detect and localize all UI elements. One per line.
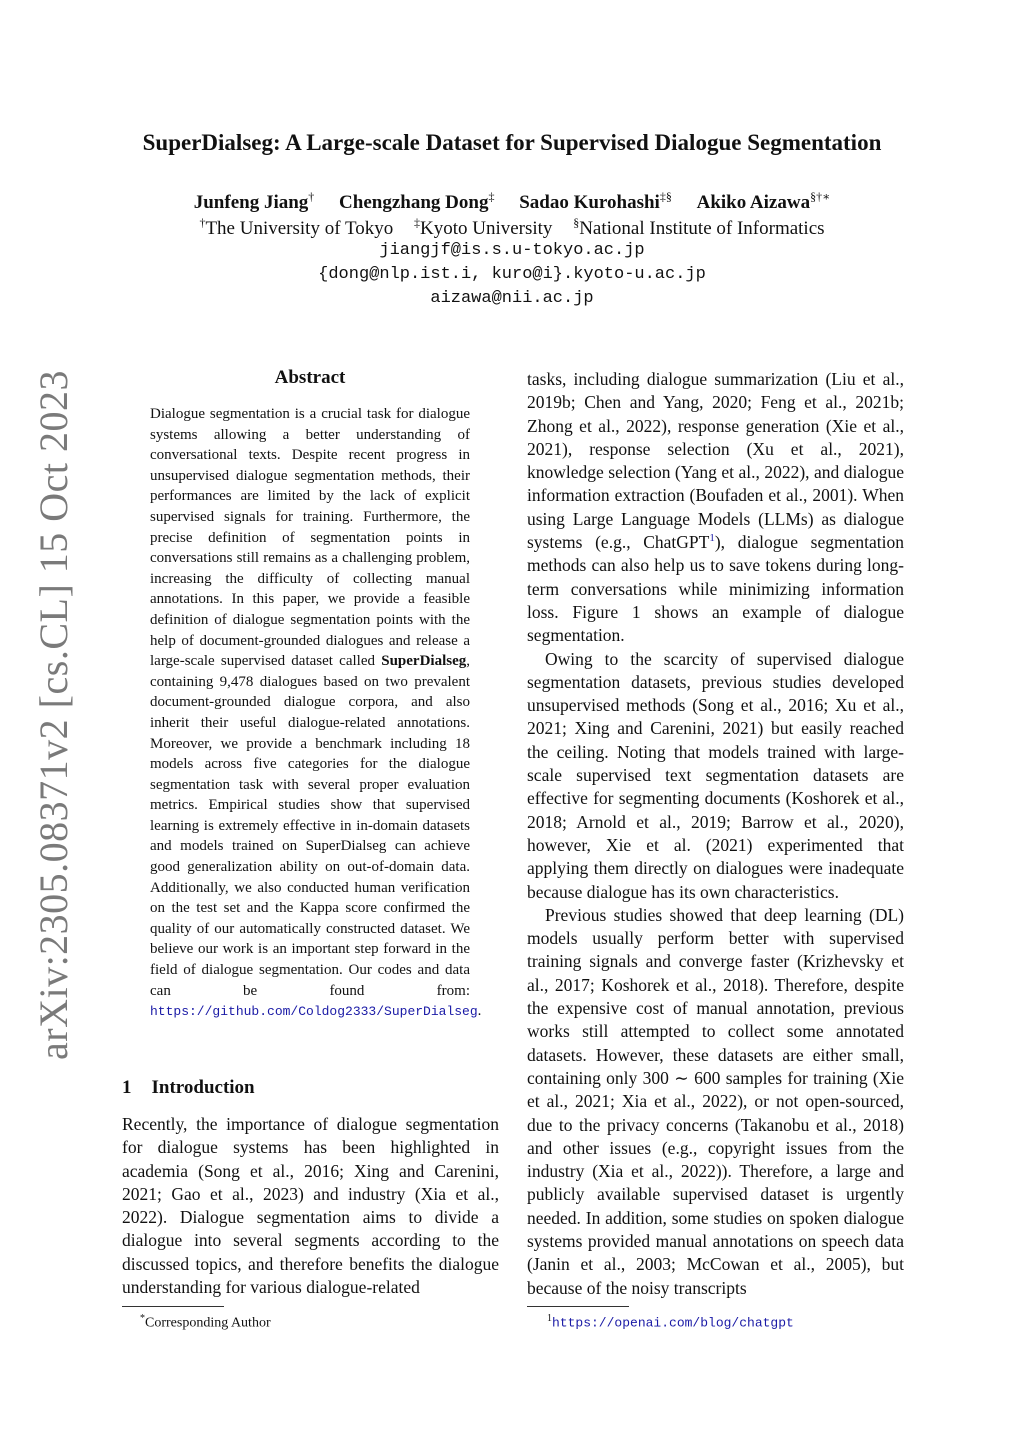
intro-paragraph-1-continued: [527, 368, 904, 648]
footnote-rule: [527, 1306, 629, 1307]
affiliation-name: National Institute of Informatics: [579, 218, 825, 240]
affiliation-name: Kyoto University: [419, 218, 553, 240]
author-name: Sadao Kurohashi: [519, 192, 660, 214]
author-3: [519, 192, 672, 213]
footnote-corresponding: [140, 1313, 271, 1332]
section-number: 1: [122, 1077, 132, 1098]
affiliation-list: [0, 216, 1024, 240]
paragraph-text: tasks, including dialogue summarization (Liu et al., 2019b; Chen and Yang, 2020; Feng et al., 2021b; Zhong et al., 2022), response generation (Xie et al., 2021), response selection (Xu et al., 2021), knowledge selection (Yang et al., 2022), and dialogue information extraction (Boufaden et al., 2001). When using Large Language Models (LLMs) as dialogue systems (e.g., ChatGPT: [527, 369, 904, 553]
footnote-text: Corresponding Author: [145, 1315, 271, 1331]
abstract-end: .: [477, 1003, 482, 1020]
code-link[interactable]: https://github.com/Coldog2333/SuperDialseg: [150, 1004, 478, 1020]
dataset-name: SuperDialseg: [381, 653, 467, 670]
abstract-text: Dialogue segmentation is a crucial task for dialogue systems allowing a better understanding of conversational texts. Despite recent progress in unsupervised dialogue segmentation methods, their performances are limited by the lack of explicit supervised signals for training. Furthermore, the precise definition of segmentation points in conversations still remains as a challenging problem, increasing the difficulty of collecting manual annotations. In this paper, we provide a feasible definition of dialogue segmentation points with the help of document-grounded dialogues and release a large-scale supervised dataset called: [150, 406, 470, 670]
affiliation-1: [199, 218, 393, 239]
footnote-chatgpt: [547, 1313, 794, 1330]
email-1[interactable]: jiangjf@is.s.u-tokyo.ac.jp: [379, 241, 645, 260]
author-name: Chengzhang Dong: [339, 192, 489, 214]
abstract-body: [150, 404, 482, 1023]
email-2[interactable]: {dong@nlp.ist.i, kuro@i}.kyoto-u.ac.jp: [318, 265, 706, 284]
author-list: [0, 190, 1024, 214]
abstract-heading: Abstract: [274, 367, 346, 388]
author-1: [194, 192, 315, 213]
intro-paragraph-1: Recently, the importance of dialogue segmentation for dialogue systems has been highlighted in academia (Song et al., 2016; Xing and Carenini, 2021; Gao et al., 2023) and industry (Xia et al., 2022). Dialogue segmentation aims to divide a dialogue into several segments according to the discussed topics, and therefore benefits the dialogue understanding for various dialogue-related: [122, 1114, 499, 1298]
email-3[interactable]: aizawa@nii.ac.jp: [430, 289, 594, 308]
section-title: Introduction: [151, 1077, 255, 1098]
affiliation-2: [414, 218, 552, 239]
affiliation-3: [573, 218, 824, 239]
affiliation-mark: §: [573, 216, 580, 230]
right-column: [527, 368, 904, 1300]
author-mark: †: [308, 190, 315, 204]
intro-paragraph-2: Owing to the scarcity of supervised dialogue segmentation datasets, previous studies developed unsupervised methods (Song et al., 2016; Xu et al., 2021; Xing and Carenini, 2021) but easily reached the ceiling. Noting that models trained with large-scale supervised text segmentation datasets are effective for segmenting documents (Koshorek et al., 2018; Arnold et al., 2019; Barrow et al., 2020), however, Xie et al. (2021) experimented that applying them directly on dialogues were inadequate because dialogue has its own characteristics.: [527, 648, 904, 902]
author-mark: ‡§: [659, 190, 672, 204]
author-4: [697, 192, 831, 213]
author-name: Akiko Aizawa: [696, 192, 811, 214]
footnote-link[interactable]: https://openai.com/blog/chatgpt: [552, 1315, 794, 1331]
arxiv-identifier: arXiv:2305.08371v2 [cs.CL] 15 Oct 2023: [31, 369, 76, 1060]
paragraph-text: ), dialogue segmentation methods can also help us to save tokens during long-term conversations while minimizing information loss. Figure 1 shows an example of dialogue segmentation.: [527, 532, 904, 646]
footnote-mark: 1: [547, 1313, 552, 1324]
affiliation-name: The University of Tokyo: [205, 218, 394, 240]
affiliation-mark: ‡: [413, 216, 420, 230]
intro-paragraph-3: Previous studies showed that deep learning (DL) models usually perform better with supervised training signals and converge faster (Krizhevsky et al., 2017; Koshorek et al., 2018). Therefore, despite the expensive cost of manual annotation, previous works still attempted to collect some annotated datasets. However, these datasets are either small, containing only 300 ∼ 600 samples for training (Xie et al., 2021; Xia et al., 2022), or not open-sourced, due to the privacy concerns (Takanobu et al., 2018) and other issues (e.g., copyright issues from the industry (Xia et al., 2022)). Therefore, a large and publicly available supervised dataset is urgently needed. In addition, some studies on spoken dialogue systems provided manual annotations on speech data (Janin et al., 2003; McCowan et al., 2005), but because of the noisy transcripts: [527, 904, 904, 1298]
affiliation-mark: †: [199, 216, 206, 230]
section-heading-introduction: [122, 1077, 255, 1099]
footnote-rule: [122, 1306, 224, 1307]
author-name: Junfeng Jiang: [193, 192, 309, 214]
footnote-mark: *: [140, 1313, 145, 1324]
abstract-text: , containing 9,478 dialogues based on two prevalent document-grounded dialogue corpora, and also inherit their useful dialogue-related annotations. Moreover, we provide a benchmark including 18 models across five categories for the dialogue segmentation task with several proper evaluation metrics. Empirical studies show that supervised learning is extremely effective in in-domain datasets and models trained on SuperDialseg can achieve good generalization ability on out-of-domain data. Additionally, we also conducted human verification on the test set and the Kappa score confirmed the quality of our automatically constructed dataset. We believe our work is an important step forward in the field of dialogue segmentation. Our codes and data can be found from:: [150, 653, 470, 999]
author-mark: ‡: [488, 190, 495, 204]
footnote-ref[interactable]: 1: [709, 532, 715, 545]
paper-title: SuperDialseg: A Large-scale Dataset for Supervised Dialogue Segmentation: [142, 130, 882, 155]
author-mark: §†∗: [810, 190, 831, 204]
author-2: [339, 192, 494, 213]
